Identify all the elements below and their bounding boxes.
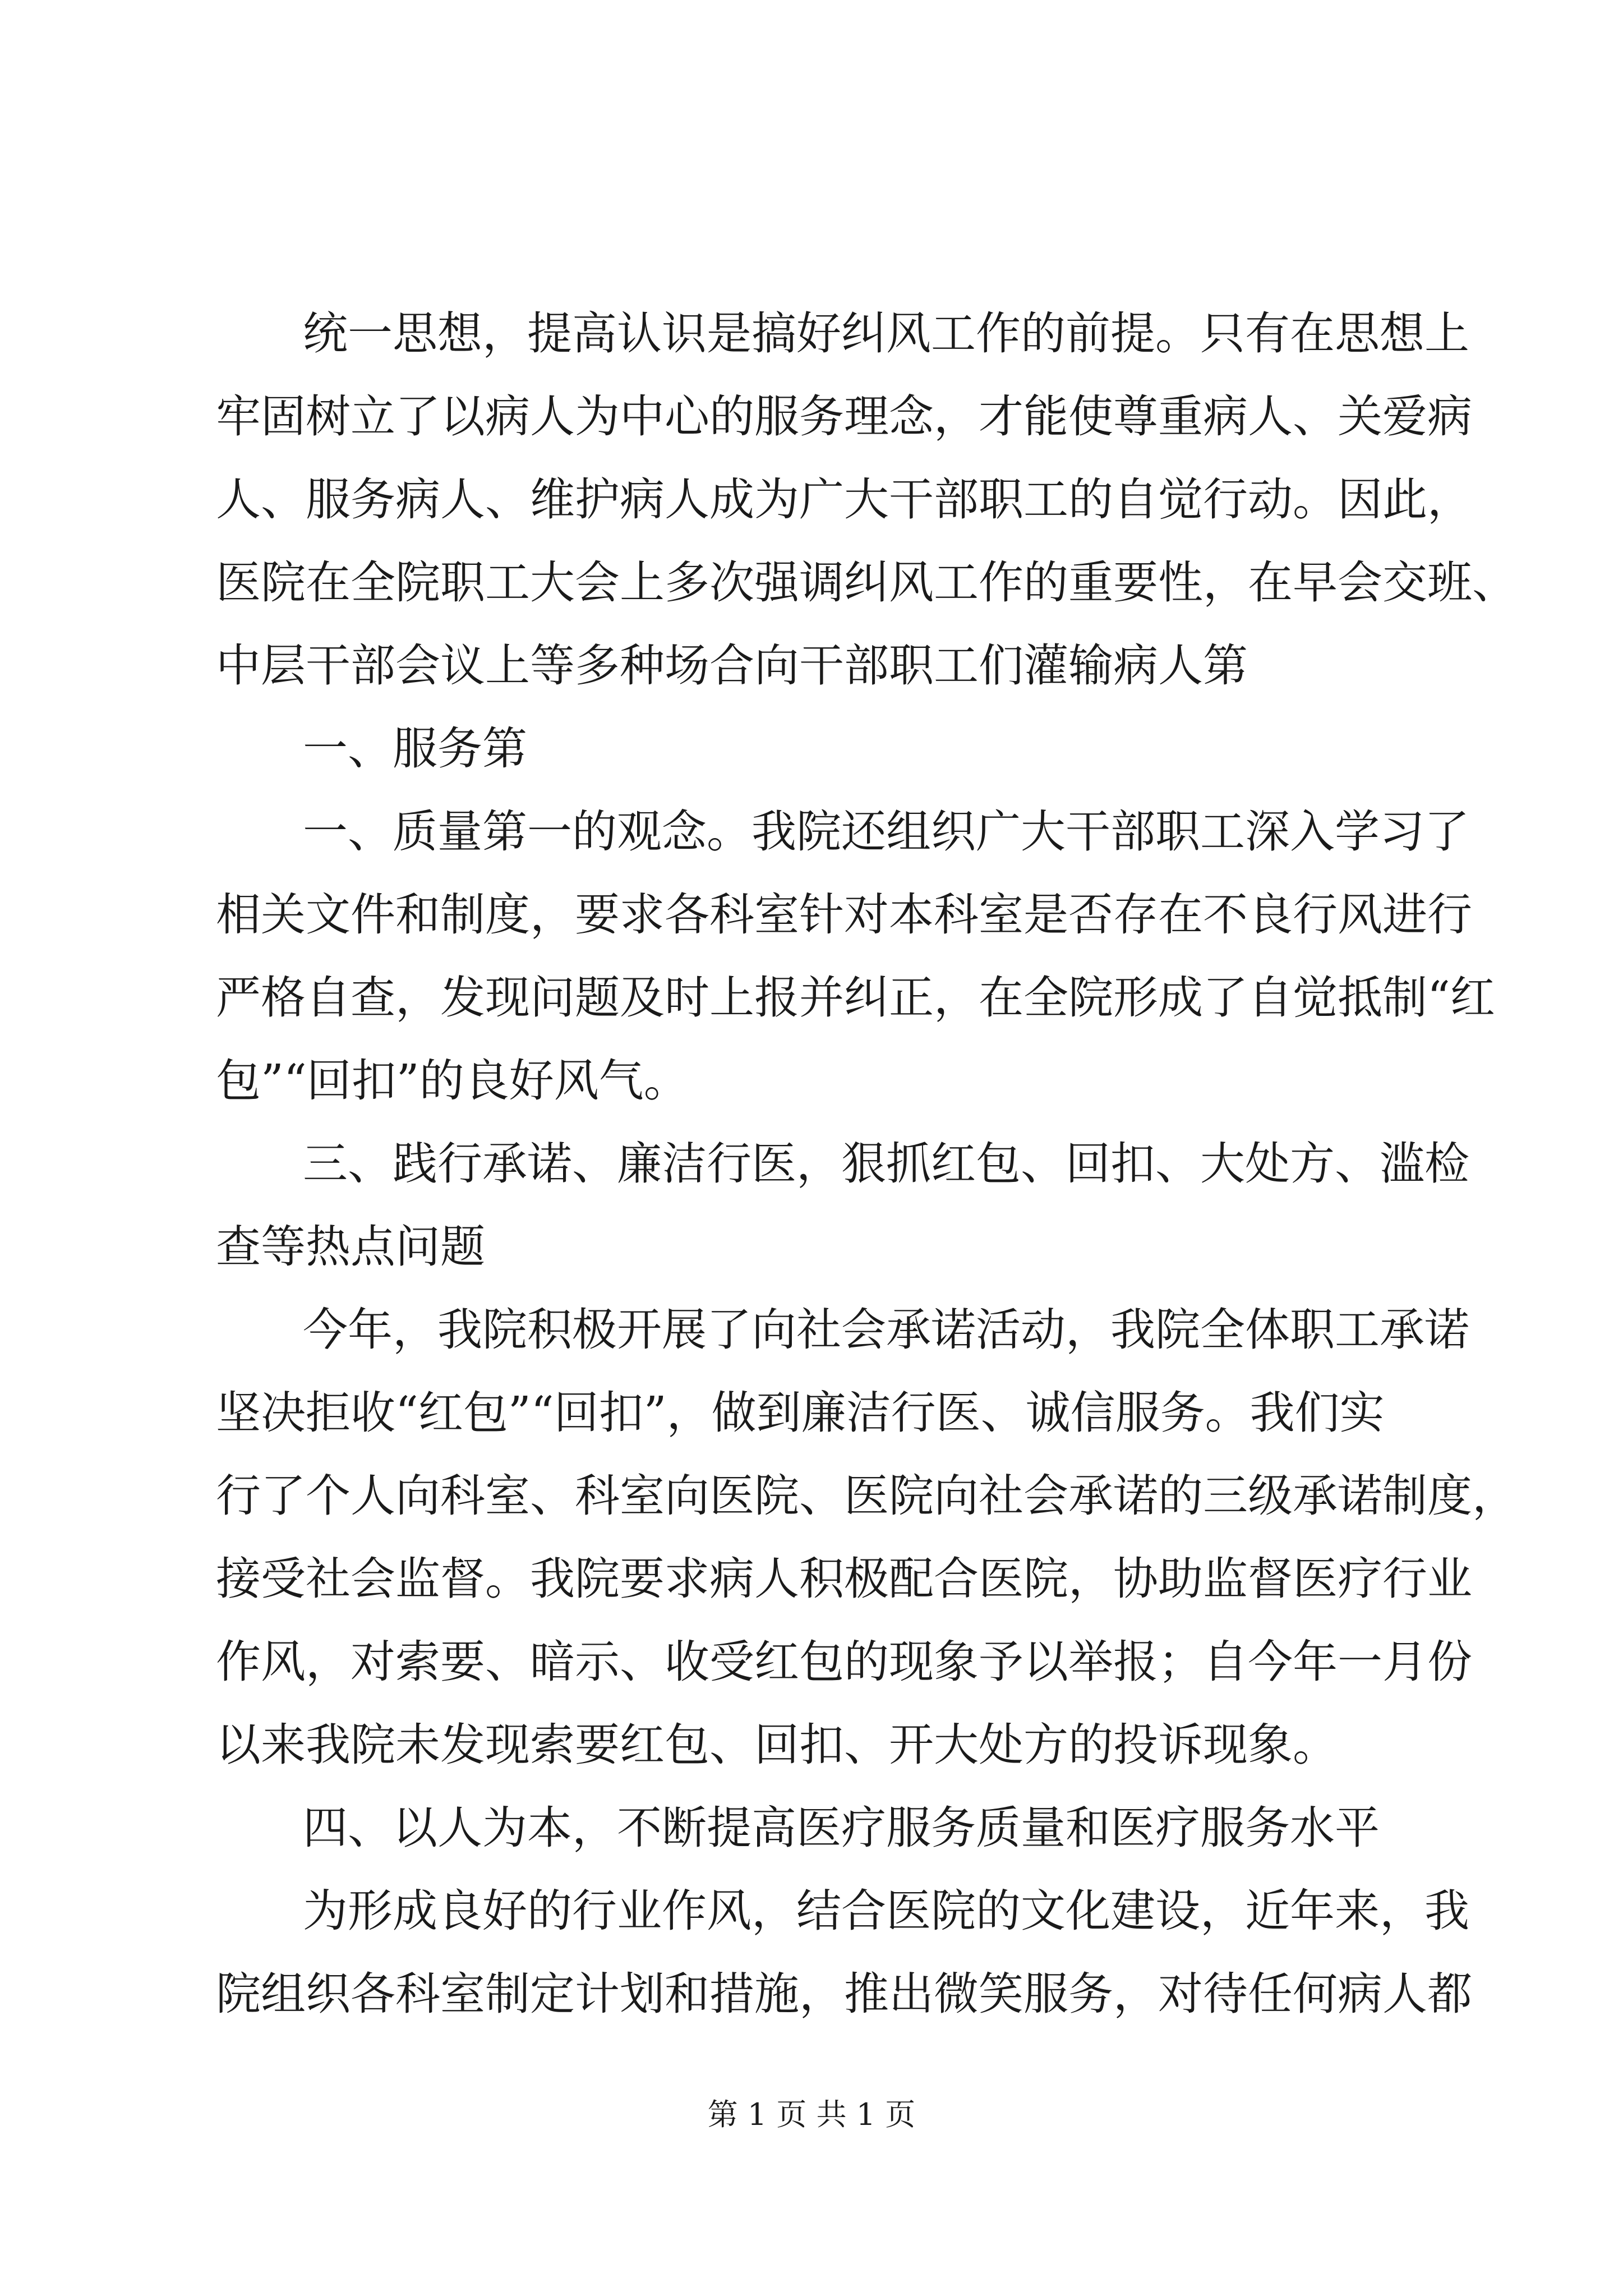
text-line: 接受社会监督。我院要求病人积极配合医院，协助监督医疗行业 (216, 1553, 1472, 1605)
text-line: 行了个人向科室、科室向医院、医院向社会承诺的三级承诺制度， (216, 1470, 1517, 1522)
text-line: 一、质量第一的观念。我院还组织广大干部职工深入学习了 (303, 806, 1469, 858)
text-line: 为形成良好的行业作风，结合医院的文化建设，近年来，我 (303, 1885, 1469, 1937)
text-line: 中层干部会议上等多种场合向干部职工们灌输病人第 (216, 639, 1248, 692)
text-line: 院组织各科室制定计划和措施，推出微笑服务，对待任何病人都 (216, 1968, 1472, 2020)
text-line: 三、践行承诺、廉洁行医，狠抓红包、回扣、大处方、滥检 (303, 1138, 1469, 1190)
text-line: 严格自查，发现问题及时上报并纠正，在全院形成了自觉抵制“红 (216, 972, 1495, 1024)
text-line: 统一思想，提高认识是搞好纠风工作的前提。只有在思想上 (303, 307, 1469, 360)
text-line: 坚决拒收“红包”“回扣”，做到廉洁行医、诚信服务。我们实 (216, 1387, 1385, 1439)
text-line: 作风，对索要、暗示、收受红包的现象予以举报；自今年一月份 (216, 1636, 1472, 1688)
text-line: 人、服务病人、维护病人成为广大干部职工的自觉行动。因此， (216, 473, 1472, 526)
text-line: 一、服务第 (303, 723, 527, 775)
text-line: 包”“回扣”的良好风气。 (216, 1055, 689, 1107)
text-line: 相关文件和制度，要求各科室针对本科室是否存在不良行风进行 (216, 889, 1472, 941)
text-line: 医院在全院职工大会上多次强调纠风工作的重要性，在早会交班、 (216, 556, 1517, 609)
page-footer: 第 1 页 共 1 页 (707, 2097, 916, 2132)
text-line: 四、以人为本，不断提高医疗服务质量和医疗服务水平 (303, 1802, 1380, 1854)
text-line: 牢固树立了以病人为中心的服务理念，才能使尊重病人、关爱病 (216, 390, 1472, 443)
text-line: 查等热点问题 (216, 1221, 485, 1273)
text-line: 以来我院未发现索要红包、回扣、开大处方的投诉现象。 (216, 1719, 1338, 1771)
text-line: 今年，我院积极开展了向社会承诺活动，我院全体职工承诺 (303, 1304, 1469, 1356)
